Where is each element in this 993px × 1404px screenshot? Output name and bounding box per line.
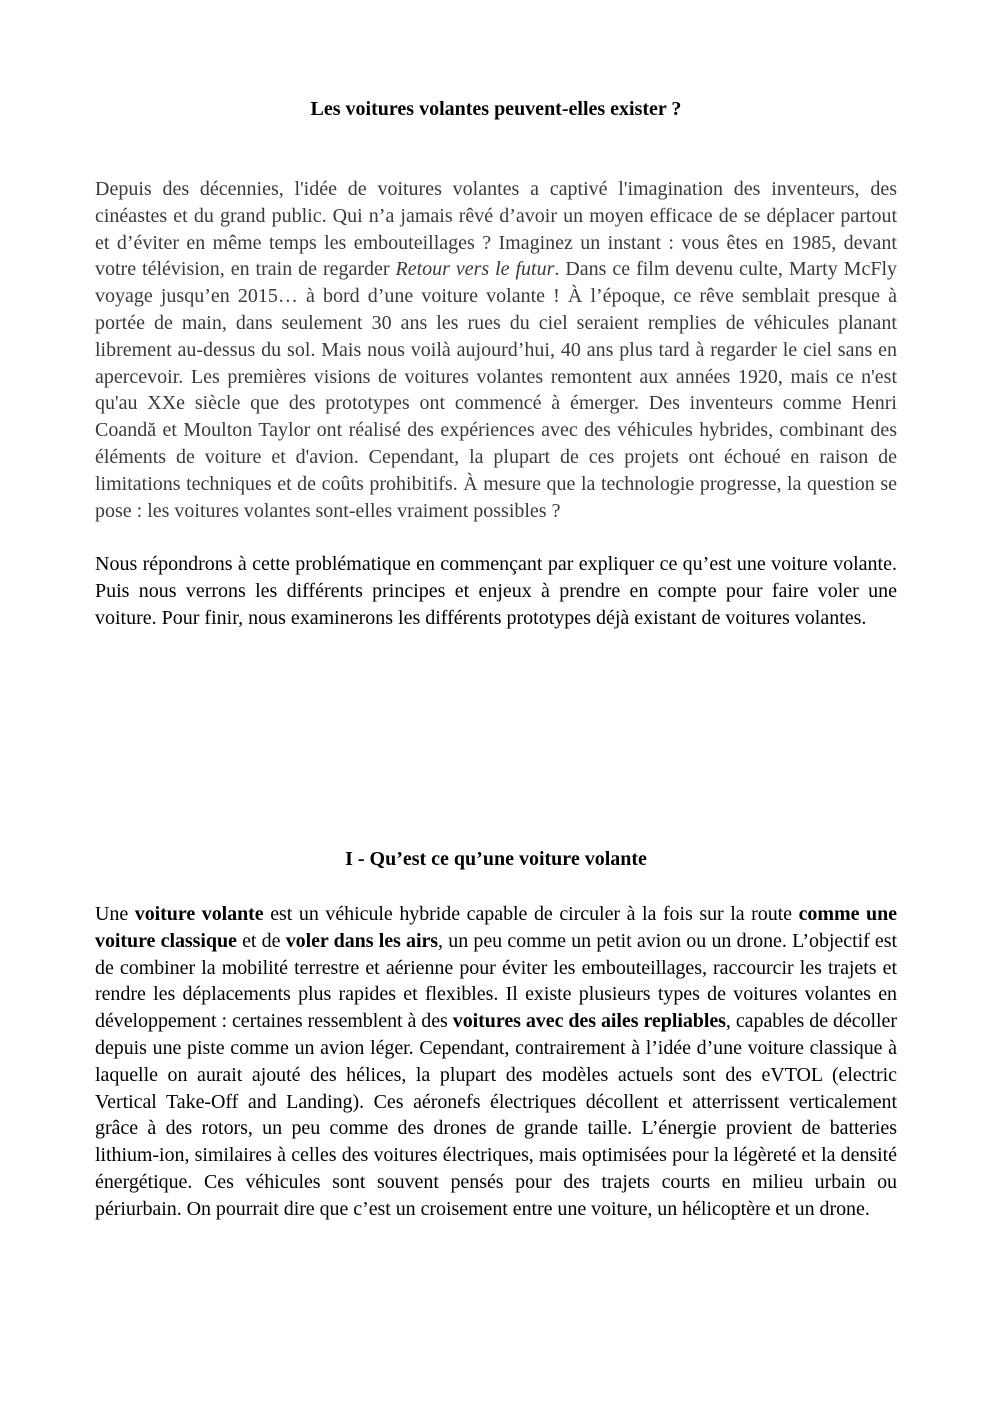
intro-text-b: . Dans ce film devenu culte, Marty McFly voyage jusqu’en 2015… à bord d’une voiture volante ! À l’époque, ce rêve semblait presque à portée de main, dans seulement 30 ans les rues du ciel seraient remplies de véhicules planant librement au-dessus du sol. Mais nous voilà aujourd’hui, 40 ans plus tard à regarder le ciel sans en apercevoir. Les premières visions de voitures volantes remontent aux années 1920, mais ce n'est qu'au XXe siècle que des prototypes ont commencé à émerger. Des inventeurs comme Henri Coandă et Moulton Taylor ont réalisé des expériences avec des véhicules hybrides, combinant des éléments de voiture et d'avion. Cependant, la plupart de ces projets ont échoué en raison de limitations techniques et de coûts prohibitifs. À mesure que la technologie progresse, la question se pose : les voitures volantes sont-elles vraiment possibles ? (95, 258, 897, 522)
intro-paragraph-2: Nous répondrons à cette problématique en commençant par expliquer ce qu’est une voiture volante. Puis nous verrons les différents principes et enjeux à prendre en compte pour faire voler une voiture. Pour finir, nous examinerons les différents prototypes déjà existant de voitures volantes. (95, 553, 897, 629)
section-text-1: Une (95, 903, 135, 925)
section-text-4: , un peu comme un petit avion ou un drone. L’objectif est de combiner la mobilité terrestre et aérienne pour éviter les embouteillages, raccourcir les trajets et rendre les déplacements plus rapides et flexibles. Il existe plusieurs types de voitures volantes en développement : certaines ressemblent à des (95, 929, 897, 1033)
film-title: Retour vers le futur (395, 258, 555, 281)
bold-term-flying-car: voiture volante (134, 903, 264, 925)
section-text-2: est un véhicule hybride capable de circuler à la fois sur la route (263, 903, 799, 925)
document-title: Les voitures volantes peuvent-elles exister ? (310, 98, 682, 120)
bold-term-folding-wings: voitures avec des ailes repliables (452, 1010, 726, 1033)
section-1-paragraph (95, 901, 897, 1223)
bold-term-classic-car: comme une voiture classique (95, 903, 898, 952)
introduction (95, 176, 897, 632)
intro-paragraph-1 (95, 176, 897, 524)
section-1-title: I - Qu’est ce qu’une voiture volante (345, 848, 647, 870)
bold-term-fly-in-air: voler dans les airs (285, 929, 439, 952)
section-1-body (95, 901, 897, 1223)
section-text-3: et de (236, 929, 286, 952)
section-text-5: , capables de décoller depuis une piste comme un avion léger. Cependant, contrairement à l’idée d’une voiture classique à laquelle on aurait ajouté des hélices, la plupart des modèles actuels sont des eVTOL (electric Vertical Take-Off and Landing). Ces aéronefs électriques décollent et atterrissent verticalement grâce à des rotors, un peu comme des drones de grande taille. L’énergie provient de batteries lithium-ion, similaires à celles des voitures électriques, mais optimisées pour la légèreté et la densité énergétique. Ces véhicules sont souvent pensés pour des trajets courts en milieu urbain ou périurbain. On pourrait dire que c’est un croisement entre une voiture, un hélicoptère et un drone. (95, 1010, 897, 1220)
intro-text-a: Depuis des décennies, l'idée de voitures volantes a captivé l'imagination des inventeurs, des cinéastes et du grand public. Qui n’a jamais rêvé d’avoir un moyen efficace de se déplacer partout et d’éviter en même temps les embouteillages ? Imaginez un instant : vous êtes en 1985, devant votre télévision, en train de regarder (95, 178, 897, 281)
